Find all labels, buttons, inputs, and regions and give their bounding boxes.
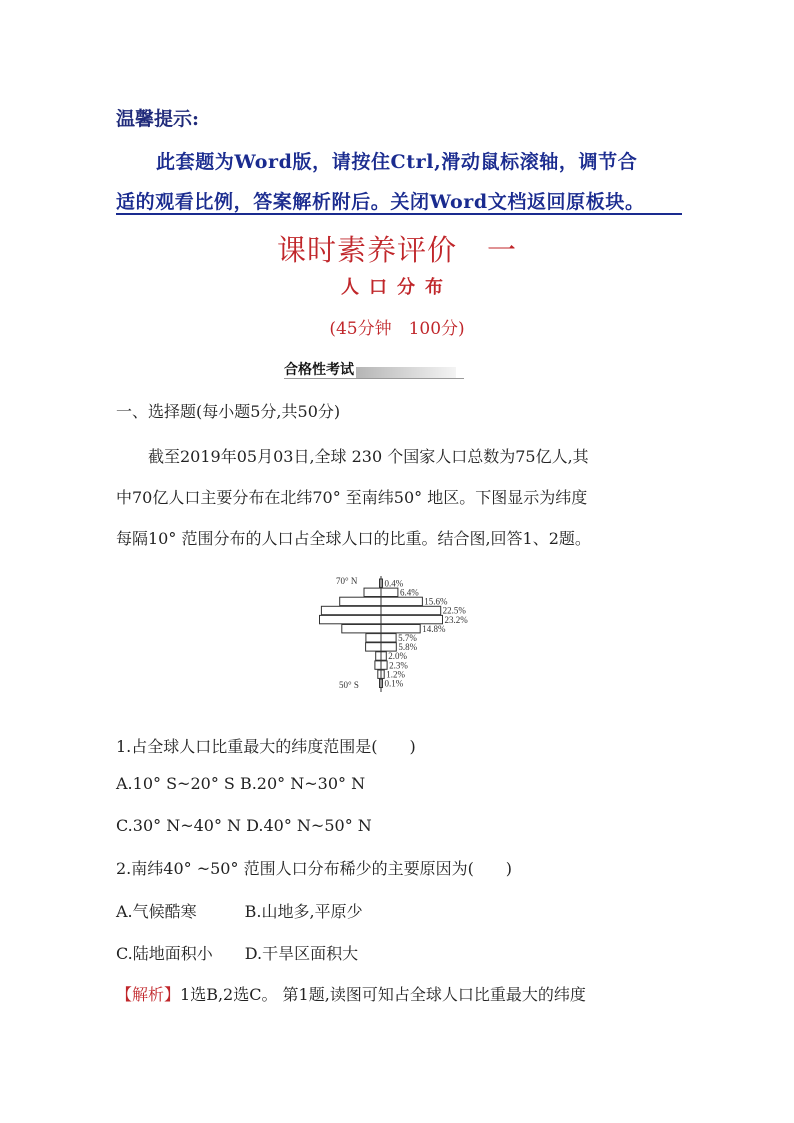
paragraph-line-1: 截至2019年05月03日,全球 230 个国家人口总数为75亿人,其 — [148, 447, 589, 466]
paragraph-line-3: 每隔10° 范围分布的人口占全球人口的比重。结合图,回答1、2题。 — [116, 529, 591, 548]
chart-value-label: 2.0% — [388, 651, 408, 662]
question-intro-paragraph — [116, 436, 686, 559]
question-1-options-cd: C.30° N~40° N D.40° N~50° N — [116, 816, 372, 835]
tip-line-2: 适的观看比例，答案解析附后。关闭Word文档返回原板块。 — [116, 191, 645, 213]
tip-title: 温馨提示: — [116, 108, 200, 130]
chart-value-label: 23.2% — [444, 614, 468, 625]
question-group-heading: 一、选择题(每小题5分,共50分) — [116, 402, 341, 421]
paragraph-line-2: 中70亿人口主要分布在北纬70° 至南纬50° 地区。下图显示为纬度 — [116, 488, 588, 507]
chart-value-label: 5.8% — [398, 642, 418, 653]
chart-value-label: 1.2% — [386, 669, 405, 680]
chart-value-label: 5.7% — [398, 633, 417, 643]
tip-underline — [116, 213, 682, 215]
question-2-options-cd: C.陆地面积小 D.干旱区面积大 — [116, 944, 359, 963]
answer-tag: 【解析】 — [116, 985, 181, 1004]
answer-text: 1选B,2选C。 第1题,读图可知占全球人口比重最大的纬度 — [180, 985, 586, 1004]
axis-bottom-label: 50° S — [339, 680, 359, 690]
question-2-options-ab: A.气候酷寒 B.山地多,平原少 — [116, 902, 363, 921]
chart-value-label: 22.5% — [442, 605, 466, 616]
page-subtitle: 人口分布 — [341, 277, 453, 298]
chart-value-label: 2.3% — [389, 660, 408, 671]
page-title: 课时素养评价 一 — [276, 233, 517, 267]
answer-explanation — [116, 982, 586, 1005]
question-1-stem: 1.占全球人口比重最大的纬度范围是( ) — [116, 737, 416, 756]
question-2-stem: 2.南纬40° ~50° 范围人口分布稀少的主要原因为( ) — [116, 859, 513, 878]
question-1-options-ab: A.10° S~20° S B.20° N~30° N — [116, 774, 366, 793]
chart-value-label: 14.8% — [422, 623, 446, 634]
section-label: 合格性考试 — [284, 362, 354, 378]
chart-value-label: 0.1% — [384, 678, 404, 689]
chart-value-label: 6.4% — [400, 587, 419, 598]
section-header — [284, 359, 464, 379]
population-latitude-chart — [250, 572, 550, 694]
axis-top-label: 70° N — [336, 576, 358, 586]
chart-value-label: 15.6% — [424, 596, 448, 607]
tip-line-1: 此套题为Word版，请按住Ctrl,滑动鼠标滚轴，调节合 — [156, 151, 638, 173]
chart-value-label: 0.4% — [384, 578, 404, 589]
exam-duration: (45分钟 100分) — [329, 319, 465, 339]
